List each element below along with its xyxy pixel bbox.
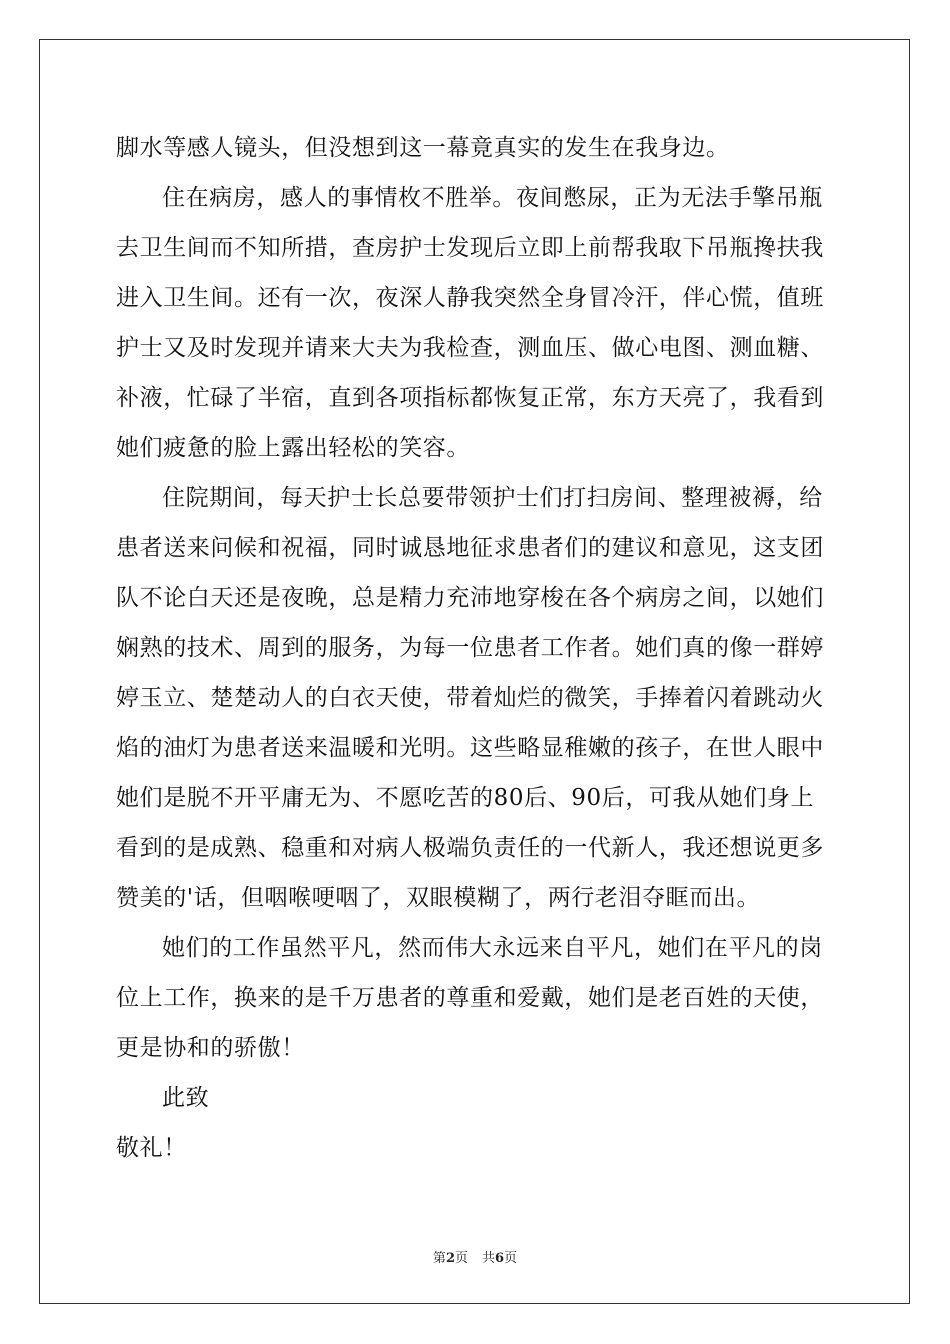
total-pages: 6 — [495, 1251, 505, 1266]
text-line: 进入卫生间。还有一次，夜深人静我突然全身冒冷汗，伴心慌，值班 — [116, 285, 824, 311]
text-line: 婷玉立、楚楚动人的白衣天使，带着灿烂的微笑，手捧着闪着跳动火 — [116, 685, 824, 711]
text-line: 娴熟的技术、周到的服务，为每一位患者工作者。她们真的像一群婷 — [116, 635, 824, 661]
text-line: 位上工作，换来的是千万患者的尊重和爱戴，她们是老百姓的天使， — [116, 985, 824, 1011]
page-suffix: 页 — [454, 1251, 468, 1266]
text-line: 赞美的'话，但咽喉哽咽了，双眼模糊了，两行老泪夺眶而出。 — [116, 885, 761, 911]
text-line: 脚水等感人镜头，但没想到这一幕竟真实的发生在我身边。 — [116, 135, 730, 161]
text-line: 看到的是成熟、稳重和对病人极端负责任的一代新人，我还想说更多 — [116, 835, 824, 861]
closing-regards: 敬礼！ — [116, 1135, 187, 1161]
text-line: 住院期间，每天护士长总要带领护士们打扫房间、整理被褥，给 — [162, 485, 823, 511]
text-line: 护士又及时发现并请来大夫为我检查，测血压、做心电图、测血糖、 — [116, 335, 824, 361]
closing-salutation: 此致 — [162, 1085, 210, 1111]
total-prefix: 共 — [482, 1251, 496, 1266]
total-suffix: 页 — [504, 1251, 518, 1266]
text-line: 焰的油灯为患者送来温暖和光明。这些略显稚嫩的孩子，在世人眼中 — [116, 735, 824, 761]
text-line: 住在病房，感人的事情枚不胜举。夜间憋尿，正为无法手擎吊瓶 — [162, 185, 823, 211]
text-line: 她们的工作虽然平凡，然而伟大永远来自平凡，她们在平凡的岗 — [162, 935, 823, 961]
page-prefix: 第 — [432, 1251, 446, 1266]
text-line: 去卫生间而不知所措，查房护士发现后立即上前帮我取下吊瓶搀扶我 — [116, 235, 824, 261]
page-border — [39, 39, 910, 1304]
page-number: 2 — [445, 1251, 455, 1266]
text-line: 补液，忙碌了半宿，直到各项指标都恢复正常，东方天亮了，我看到 — [116, 385, 824, 411]
text-line: 她们疲惫的脸上露出轻松的笑容。 — [116, 435, 470, 461]
text-line: 更是协和的骄傲！ — [116, 1035, 305, 1061]
page-footer — [0, 1247, 950, 1266]
text-line: 她们是脱不开平庸无为、不愿吃苦的80后、90后，可我从她们身上 — [116, 785, 815, 811]
text-line: 队不论白天还是夜晚，总是精力充沛地穿梭在各个病房之间，以她们 — [116, 585, 824, 611]
text-line: 患者送来问候和祝福，同时诚恳地征求患者们的建议和意见，这支团 — [116, 535, 824, 561]
